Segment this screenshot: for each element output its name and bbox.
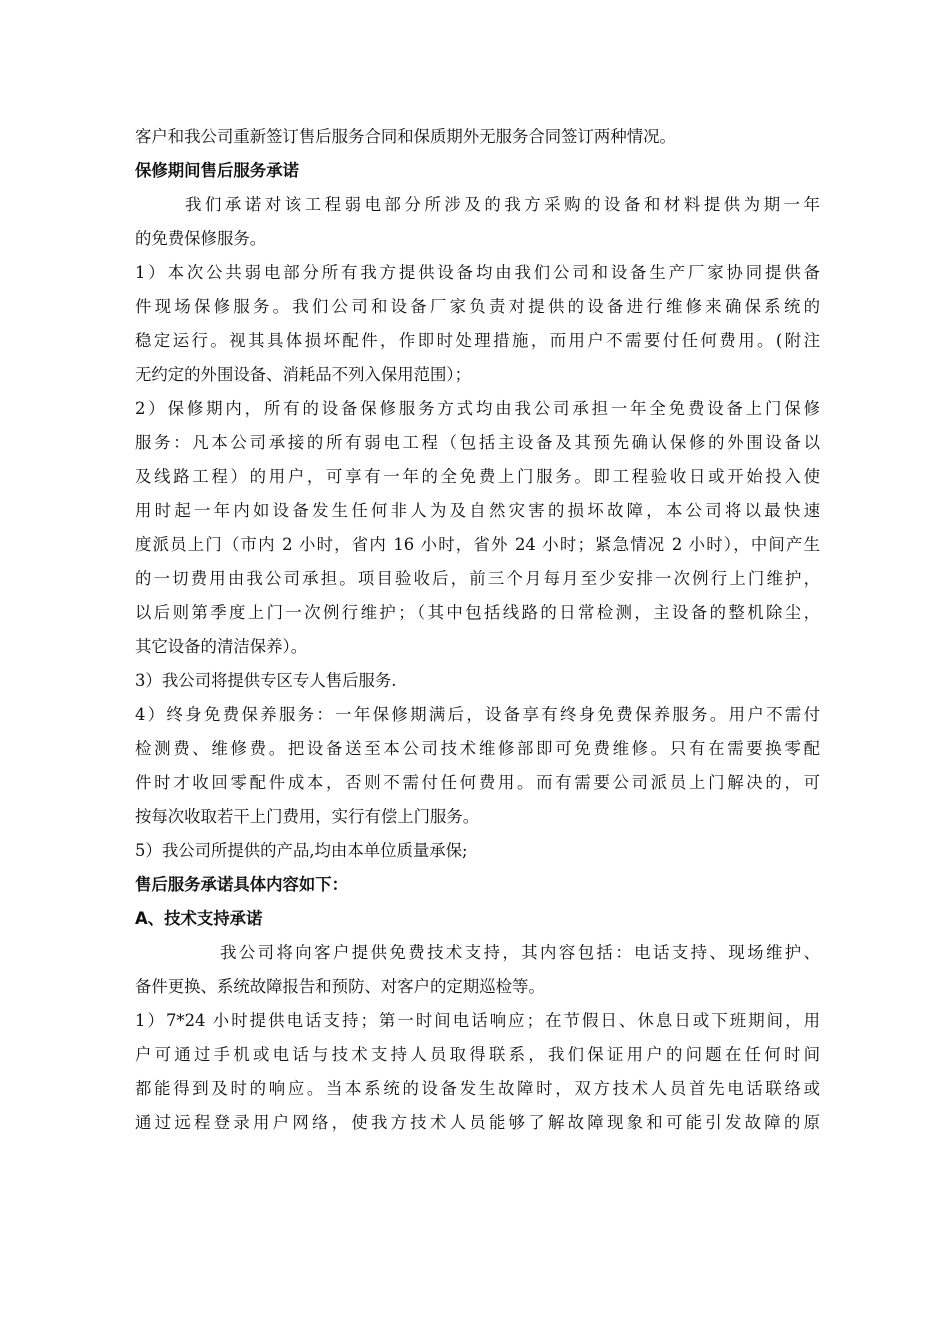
paragraph-line: 其它设备的清洁保养）。	[135, 637, 308, 656]
paragraph-line: 按每次收取若干上门费用，实行有偿上门服务。	[135, 807, 480, 826]
paragraph-line: 都能得到及时的响应。当本系统的设备发生故障时，双方技术人员首先电话联络或	[135, 1079, 820, 1098]
document-body	[135, 120, 820, 1140]
paragraph-line: 以后则第季度上门一次例行维护；（其中包括线路的日常检测，主设备的整机除尘，	[135, 603, 820, 622]
paragraph-line: 用时起一年内如设备发生任何非人为及自然灾害的损坏故障，本公司将以最快速	[135, 501, 820, 520]
paragraph-line: 户可通过手机或电话与技术支持人员取得联系，我们保证用户的问题在任何时间	[135, 1045, 820, 1064]
paragraph-line: 及线路工程）的用户，可享有一年的全免费上门服务。即工程验收日或开始投入使	[135, 467, 820, 486]
paragraph-line: 的免费保修服务。	[135, 229, 267, 248]
paragraph-line: 件现场保修服务。我们公司和设备厂家负责对提供的设备进行维修来确保系统的	[135, 297, 820, 316]
paragraph-line: 度派员上门（市内 2 小时，省内 16 小时，省外 24 小时；紧急情况 2 小时），中间产生	[135, 535, 820, 554]
section-heading: A、技术支持承诺	[135, 909, 263, 928]
paragraph-line: 5）我公司所提供的产品,均由本单位质量承保;	[135, 841, 468, 860]
paragraph-line: 备件更换、系统故障报告和预防、对客户的定期巡检等。	[135, 977, 545, 996]
paragraph-line: 2）保修期内，所有的设备保修服务方式均由我公司承担一年全免费设备上门保修	[135, 399, 820, 418]
paragraph-line: 服务：凡本公司承接的所有弱电工程（包括主设备及其预先确认保修的外围设备以	[135, 433, 820, 452]
paragraph-line: 我公司将向客户提供免费技术支持，其内容包括：电话支持、现场维护、	[220, 943, 820, 962]
paragraph-line: 的一切费用由我公司承担。项目验收后，前三个月每月至少安排一次例行上门维护，	[135, 569, 820, 588]
paragraph-line: 1）本次公共弱电部分所有我方提供设备均由我们公司和设备生产厂家协同提供备	[135, 263, 820, 282]
paragraph-line: 通过远程登录用户网络，使我方技术人员能够了解故障现象和可能引发故障的原	[135, 1113, 820, 1132]
paragraph-line: 我们承诺对该工程弱电部分所涉及的我方采购的设备和材料提供为期一年	[185, 195, 820, 214]
paragraph-line: 1）7*24 小时提供电话支持；第一时间电话响应；在节假日、休息日或下班期间，用	[135, 1011, 820, 1030]
paragraph-line: 件时才收回零配件成本，否则不需付任何费用。而有需要公司派员上门解决的，可	[135, 773, 820, 792]
paragraph-line: 无约定的外围设备、消耗品不列入保用范围）；	[135, 365, 472, 384]
paragraph-line: 客户和我公司重新签订售后服务合同和保质期外无服务合同签订两种情况。	[135, 127, 676, 146]
paragraph-line: 检测费、维修费。把设备送至本公司技术维修部即可免费维修。只有在需要换零配	[135, 739, 820, 758]
section-heading: 售后服务承诺具体内容如下：	[135, 875, 349, 894]
paragraph-line: 4）终身免费保养服务：一年保修期满后，设备享有终身免费保养服务。用户不需付	[135, 705, 820, 724]
section-heading: 保修期间售后服务承诺	[135, 161, 299, 180]
paragraph-line: 3）我公司将提供专区专人售后服务.	[135, 671, 397, 690]
paragraph-line: 稳定运行。视其具体损坏配件，作即时处理措施，而用户不需要付任何费用。(附注	[135, 331, 820, 350]
